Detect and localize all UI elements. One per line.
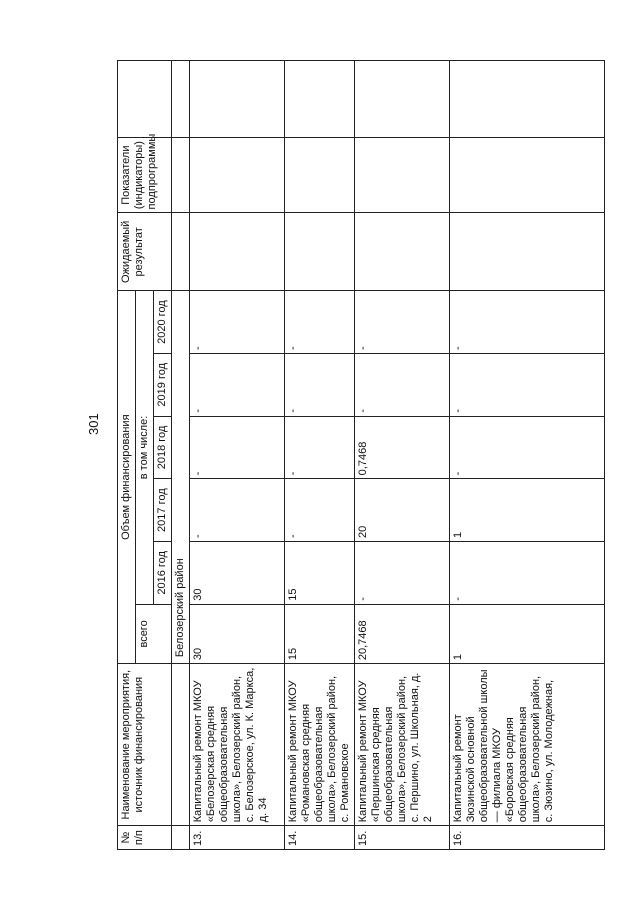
district-heading: Белозерский район <box>172 291 190 664</box>
header-2019: 2019 год <box>154 353 172 416</box>
row-2019: - <box>285 353 355 416</box>
row-2018: - <box>450 416 605 479</box>
row-2019: - <box>355 353 450 416</box>
budget-table-sheet <box>117 60 607 850</box>
row-indicators <box>190 137 285 213</box>
row-total: 20,7468 <box>355 604 450 663</box>
row-indicators <box>450 137 605 213</box>
row-num: 13. <box>190 826 285 850</box>
row-2020: - <box>285 291 355 354</box>
header-2020: 2020 год <box>154 291 172 354</box>
row-num: 14. <box>285 826 355 850</box>
table-row <box>450 61 605 850</box>
row-2018: 0,7468 <box>355 416 450 479</box>
header-funding: Объем финансирования <box>118 291 136 664</box>
row-2017: 20 <box>355 479 450 542</box>
header-extra <box>118 61 172 138</box>
row-2020: - <box>355 291 450 354</box>
row-2020: - <box>450 291 605 354</box>
page-number: 301 <box>86 413 101 435</box>
row-total: 15 <box>285 604 355 663</box>
row-indicators <box>285 137 355 213</box>
row-2019: - <box>450 353 605 416</box>
row-2017: - <box>190 479 285 542</box>
table-row <box>285 61 355 850</box>
header-name: Наименование мероприятия, источник финансирования <box>118 664 172 826</box>
row-2016: - <box>355 542 450 605</box>
district-blank <box>172 213 190 291</box>
table-row <box>355 61 450 850</box>
row-2020: - <box>190 291 285 354</box>
district-blank <box>172 826 190 850</box>
row-extra <box>450 61 605 138</box>
row-total: 1 <box>450 604 605 663</box>
district-blank <box>172 664 190 826</box>
header-expected: Ожидаемый результат <box>118 213 172 291</box>
row-expected <box>285 213 355 291</box>
row-num: 15. <box>355 826 450 850</box>
table-row <box>190 61 285 850</box>
row-expected <box>355 213 450 291</box>
row-extra <box>285 61 355 138</box>
header-including: в том числе: <box>136 291 154 604</box>
row-expected <box>190 213 285 291</box>
row-2018: - <box>190 416 285 479</box>
row-indicators <box>355 137 450 213</box>
row-2017: - <box>285 479 355 542</box>
row-2016: 15 <box>285 542 355 605</box>
row-2018: - <box>285 416 355 479</box>
row-name: Капитальный ремонт Зюзинской основной общеобразовательной школы — филиала МКОУ «Боровская средняя общеобразовательная школа», Белозерский район, с. Зюзино, ул. Молодежная, <box>450 664 605 826</box>
row-name: Капитальный ремонт МКОУ «Романовская средняя общеобразовательная школа», Белозерский район, с. Романовское <box>285 664 355 826</box>
row-expected <box>450 213 605 291</box>
header-2018: 2018 год <box>154 416 172 479</box>
row-extra <box>190 61 285 138</box>
header-total: всего <box>136 604 172 663</box>
header-num: № п/п <box>118 826 172 850</box>
header-indicators: Показатели (индикаторы) подпрограммы <box>118 137 172 213</box>
row-2017: 1 <box>450 479 605 542</box>
budget-table <box>117 60 605 850</box>
row-2016: - <box>450 542 605 605</box>
district-blank <box>172 61 190 138</box>
row-extra <box>355 61 450 138</box>
district-blank <box>172 137 190 213</box>
header-2017: 2017 год <box>154 479 172 542</box>
row-2016: 30 <box>190 542 285 605</box>
header-2016: 2016 год <box>154 542 172 605</box>
row-name: Капитальный ремонт МКОУ «Белозерская средняя общеобразовательная школа», Белозерский район, с. Белозерское, ул. К. Маркса, д. 34 <box>190 664 285 826</box>
row-num: 16. <box>450 826 605 850</box>
row-2019: - <box>190 353 285 416</box>
row-total: 30 <box>190 604 285 663</box>
row-name: Капитальный ремонт МКОУ «Першинская средняя общеобразовательная школа», Белозерский район, с. Першино, ул. Школьная, д. 2 <box>355 664 450 826</box>
